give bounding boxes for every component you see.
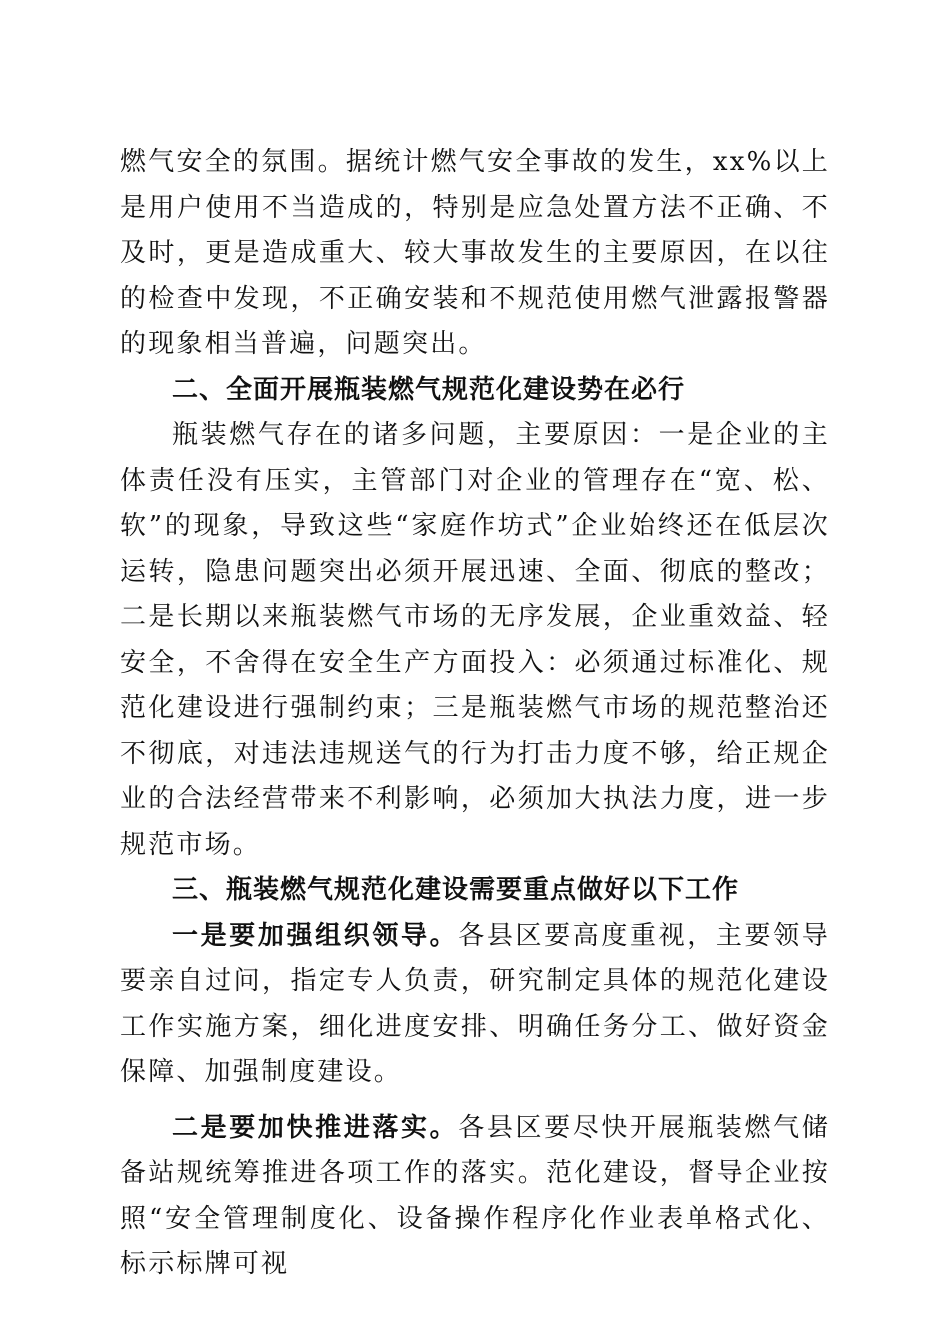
paragraph-continued: 燃气安全的氛围。据统计燃气安全事故的发生，xx%以上是用户使用不当造成的，特别是应急处置方法不正确、不及时，更是造成重大、较大事故发生的主要原因，在以往的检查中发现，不正确安装和不规范使用燃气泄露报警器的现象相当普遍，问题突出。 xyxy=(120,147,830,359)
item-2-text: 各县区要尽快开展瓶装燃气储备站规统筹推进各项工作的落实。范化建设，督导企业按照“安全管理制度化、设备操作程序化作业表单格式化、标示标牌可视 xyxy=(120,1112,830,1279)
section-heading-2: 二、全面开展瓶装燃气规范化建设势在必行 xyxy=(172,374,686,405)
document-body xyxy=(120,140,830,1288)
paragraph-item-1 xyxy=(120,914,830,1096)
section-heading-3: 三、瓶装燃气规范化建设需要重点做好以下工作 xyxy=(172,875,740,905)
item-1-text: 各县区要高度重视，主要领导要亲自过问，指定专人负责，研究制定具体的规范化建设工作实施方案，细化进度安排、明确任务分工、做好资金保障、加强制度建设。 xyxy=(120,920,830,1087)
item-1-lead: 一是要加强组织领导。 xyxy=(172,920,459,951)
paragraph-section-2: 瓶装燃气存在的诸多问题，主要原因：一是企业的主体责任没有压实，主管部门对企业的管理存在“宽、松、软”的现象，导致这些“家庭作坊式”企业始终还在低层次运转，隐患问题突出必须开展迅速、全面、彻底的整改；二是长期以来瓶装燃气市场的无序发展，企业重效益、轻安全，不舍得在安全生产方面投入：必须通过标准化、规范化建设进行强制约束；三是瓶装燃气市场的规范整治还不彻底，对违法违规送气的行为打击力度不够，给正规企业的合法经营带来不利影响，必须加大执法力度，进一步规范市场。 xyxy=(120,420,830,860)
paragraph-item-2 xyxy=(120,1106,830,1288)
item-2-lead: 二是要加快推进落实。 xyxy=(172,1112,459,1143)
